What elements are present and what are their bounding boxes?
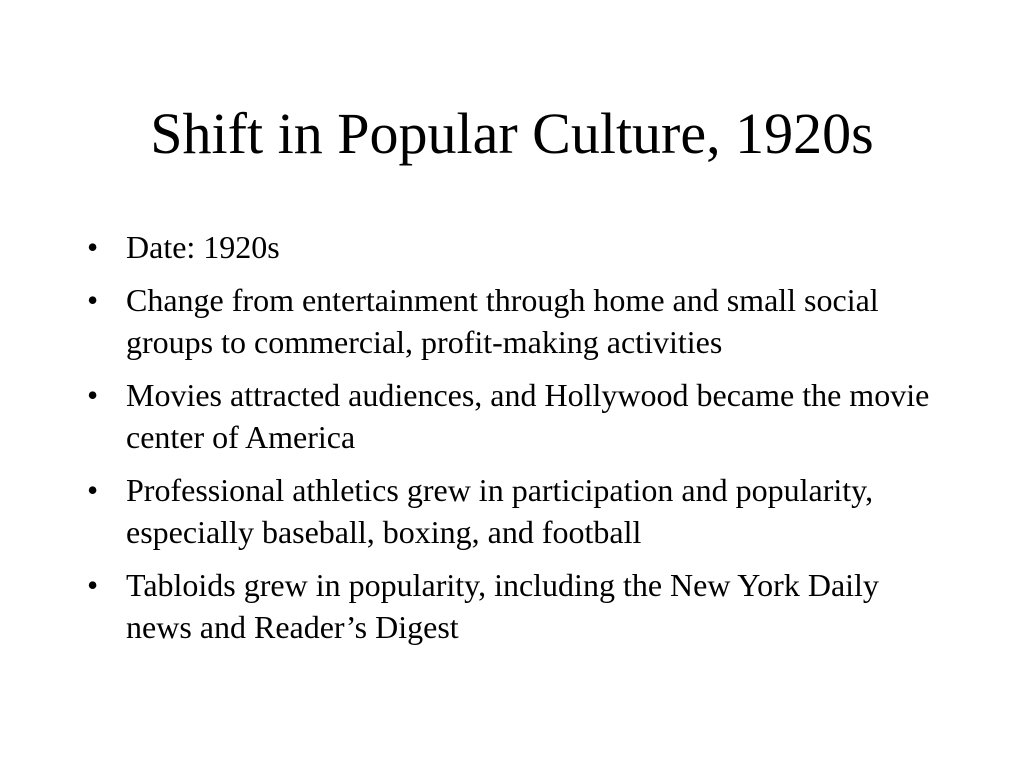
bullet-icon: • <box>87 566 99 603</box>
bullet-icon: • <box>87 229 99 265</box>
bullet-item <box>87 564 947 649</box>
bullet-icon: • <box>87 281 99 318</box>
bullet-item <box>87 469 947 554</box>
bullet-item <box>87 374 947 459</box>
bullet-item <box>87 226 947 269</box>
bullet-icon: • <box>87 471 99 508</box>
slide-title: Shift in Popular Culture, 1920s <box>150 101 874 166</box>
bullet-text: Change from entertainment through home and small social groups to commercial, profit-making activities <box>126 281 879 360</box>
bullet-text: Professional athletics grew in participation and popularity, especially baseball, boxing, and football <box>126 471 874 550</box>
bullet-text: Tabloids grew in popularity, including the New York Daily news and Reader’s Digest <box>126 566 879 645</box>
bullet-text: Movies attracted audiences, and Hollywood became the movie center of America <box>126 376 930 455</box>
bullet-icon: • <box>87 376 99 413</box>
bullet-list <box>87 226 947 649</box>
bullet-item <box>87 279 947 364</box>
bullet-text: Date: 1920s <box>126 229 280 265</box>
